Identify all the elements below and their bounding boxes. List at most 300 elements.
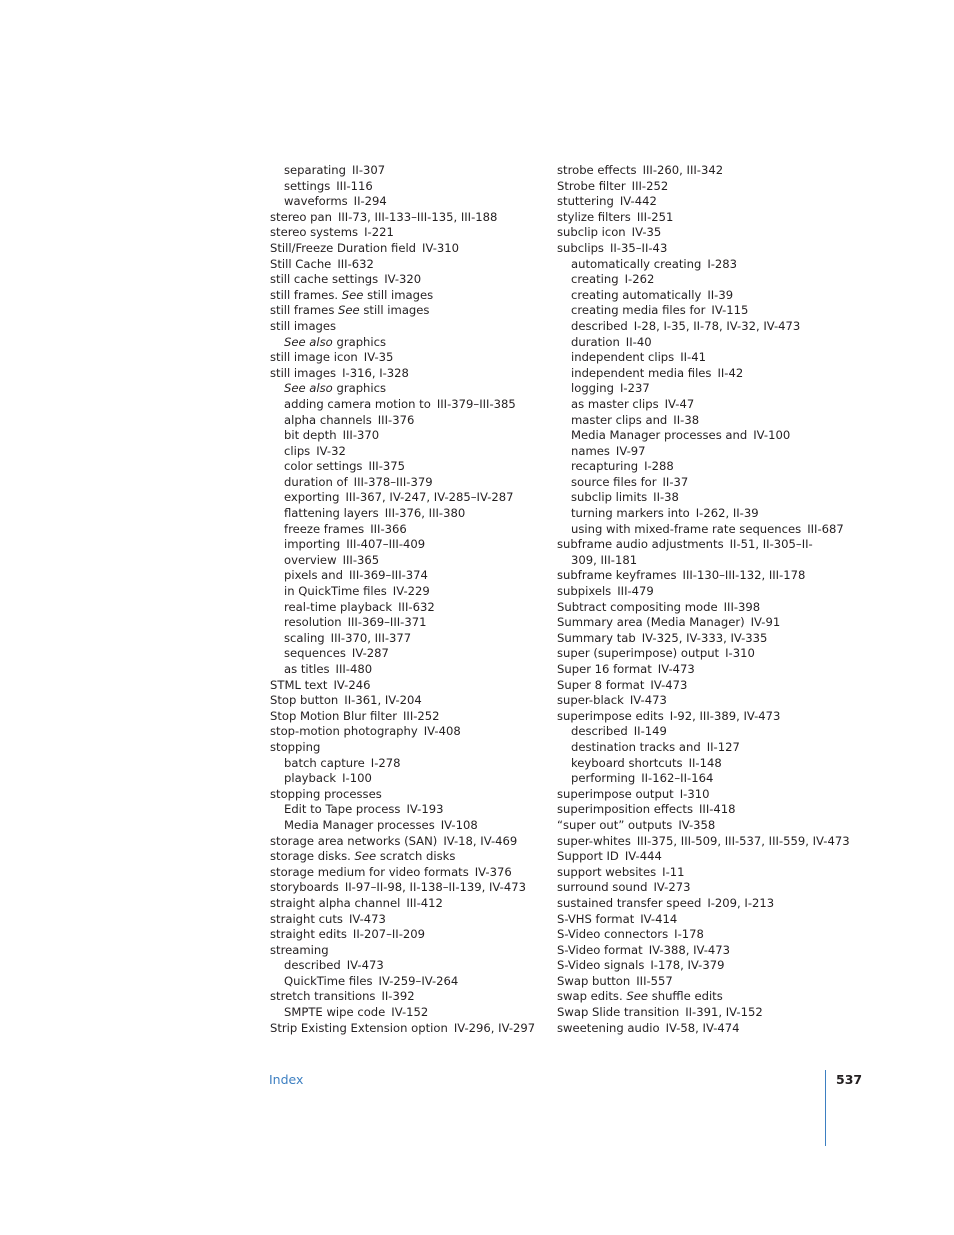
index-term: Media Manager processes <box>284 817 435 832</box>
index-page-refs: II-42 <box>717 365 744 380</box>
index-page-refs: II-361, IV-204 <box>344 693 422 708</box>
index-entry <box>557 740 819 756</box>
index-entry <box>270 989 540 1005</box>
index-page-refs: II-149 <box>633 724 667 739</box>
index-page-refs: IV-273 <box>653 880 691 895</box>
index-entry <box>270 631 540 647</box>
index-term: destination tracks and <box>571 739 701 754</box>
see-reference-target: graphics <box>336 334 387 349</box>
index-term: Swap button <box>557 973 631 988</box>
index-page-refs: II-97–II-98, II-138–II-139, IV-473 <box>344 880 526 895</box>
index-entry <box>270 490 540 506</box>
index-term: strobe effects <box>557 163 637 177</box>
index-entry <box>270 225 540 241</box>
index-page-refs: IV-408 <box>423 724 461 739</box>
index-page-refs: I-11 <box>662 864 685 879</box>
index-term: QuickTime files <box>284 973 373 988</box>
index-term: stereo systems <box>270 225 359 240</box>
index-entry <box>270 319 540 335</box>
footer-section-label: Index <box>269 1072 304 1087</box>
index-term: exporting <box>284 490 340 505</box>
index-term: S-Video format <box>557 942 643 957</box>
index-term: superimposition effects <box>557 802 693 817</box>
index-term: overview <box>284 552 337 567</box>
index-page-refs: III-398 <box>723 599 761 614</box>
index-page-refs: II-148 <box>688 755 722 770</box>
index-term: Swap Slide transition <box>557 1005 680 1020</box>
footer-divider <box>825 1070 826 1146</box>
index-page-refs: IV-58, IV-474 <box>665 1020 740 1035</box>
index-term: super (superimpose) output <box>557 646 720 661</box>
index-entry <box>270 740 540 756</box>
index-entry <box>557 584 819 600</box>
index-entry <box>557 771 819 787</box>
index-entry <box>557 693 819 709</box>
index-entry <box>270 584 540 600</box>
index-entry <box>557 475 819 491</box>
index-term: duration of <box>284 474 348 489</box>
index-page-refs: IV-100 <box>753 428 791 443</box>
index-entry <box>557 257 819 273</box>
index-entry <box>270 241 540 257</box>
page-number: 537 <box>836 1072 863 1087</box>
index-entry <box>270 288 540 304</box>
index-page-refs: III-370 <box>342 428 380 443</box>
index-term: resolution <box>284 615 342 630</box>
index-entry <box>557 163 819 179</box>
index-term: stop-motion photography <box>270 724 418 739</box>
index-entry <box>270 506 540 522</box>
index-entry <box>557 506 819 522</box>
index-page-refs: IV-444 <box>624 849 662 864</box>
index-entry <box>557 381 819 397</box>
index-page-refs: III-379–III-385 <box>436 396 516 411</box>
index-entry <box>270 724 540 740</box>
index-term: Summary tab <box>557 630 636 645</box>
index-page-refs: II-391, IV-152 <box>685 1005 763 1020</box>
index-entry <box>270 335 540 351</box>
index-page-refs: III-412 <box>406 895 443 910</box>
see-reference-label: See also <box>284 334 333 349</box>
index-page-refs: II-294 <box>353 194 387 209</box>
index-entry <box>270 397 540 413</box>
index-term: recapturing <box>571 459 639 474</box>
index-term: Stop button <box>270 693 339 708</box>
index-term: Subtract compositing mode <box>557 599 718 614</box>
index-term: creating <box>571 272 619 287</box>
index-entry <box>270 943 540 959</box>
index-term: batch capture <box>284 755 365 770</box>
index-entry <box>557 709 819 725</box>
index-entry <box>557 537 819 568</box>
index-page-refs: I-278 <box>370 755 401 770</box>
index-entry <box>557 1021 819 1037</box>
index-entry <box>270 459 540 475</box>
index-term: flattening layers <box>284 506 379 521</box>
index-entry <box>557 288 819 304</box>
index-term: Super 8 format <box>557 677 645 692</box>
index-page-refs: III-130–III-132, III-178 <box>682 568 806 583</box>
index-term: straight cuts <box>270 911 343 926</box>
index-entry <box>557 225 819 241</box>
index-term: names <box>571 443 610 458</box>
index-page-refs: IV-97 <box>615 443 646 458</box>
index-term: surround sound <box>557 880 648 895</box>
index-term: stopping processes <box>270 786 382 801</box>
index-entry <box>557 912 819 928</box>
index-entry <box>270 1005 540 1021</box>
index-entry <box>270 927 540 943</box>
index-page-refs: III-116 <box>336 178 373 193</box>
index-entry <box>557 865 819 881</box>
index-term: in QuickTime files <box>284 584 387 599</box>
index-term: alpha channels <box>284 412 372 427</box>
index-entry <box>557 849 819 865</box>
index-entry <box>270 1021 540 1037</box>
see-reference-target: shuffle edits <box>651 989 723 1004</box>
index-term: Super 16 format <box>557 662 652 676</box>
index-page-refs: III-73, III-133–III-135, III-188 <box>337 209 498 224</box>
index-entry <box>557 428 819 444</box>
index-page-refs: II-51, II-305–II-309, III-181 <box>571 537 813 567</box>
index-page-refs: II-40 <box>625 334 652 349</box>
index-entry <box>270 366 540 382</box>
index-entry <box>270 522 540 538</box>
index-page-refs: III-407–III-409 <box>346 537 426 552</box>
see-reference-target: still images <box>363 303 430 318</box>
index-entry <box>270 475 540 491</box>
index-page-refs: IV-115 <box>711 303 749 318</box>
index-term: automatically creating <box>571 256 702 271</box>
index-term: Edit to Tape process <box>284 802 401 817</box>
index-page-refs: III-367, IV-247, IV-285–IV-287 <box>345 490 514 505</box>
index-term: settings <box>284 178 331 193</box>
index-entry <box>270 693 540 709</box>
index-entry <box>557 366 819 382</box>
index-term: stylize filters <box>557 209 631 224</box>
see-reference-label: See <box>354 849 377 864</box>
index-page-refs: I-262 <box>624 272 655 287</box>
index-entry <box>557 958 819 974</box>
index-entry <box>557 303 819 319</box>
index-page-refs: III-375 <box>368 459 406 474</box>
index-term: independent clips <box>571 350 675 365</box>
index-column-left <box>270 163 540 1036</box>
index-entry <box>557 600 819 616</box>
index-term: freeze frames <box>284 521 365 536</box>
index-entry <box>557 927 819 943</box>
index-term: source files for <box>571 474 657 489</box>
index-entry <box>270 303 540 319</box>
index-entry <box>557 1005 819 1021</box>
index-page-refs: I-310 <box>725 646 755 661</box>
index-term: STML text <box>270 677 328 692</box>
index-entry <box>270 194 540 210</box>
index-page-refs: IV-246 <box>333 677 371 692</box>
index-term: straight edits <box>270 927 347 942</box>
index-term: swap edits. <box>557 989 623 1004</box>
index-page-refs: I-178, IV-379 <box>650 958 725 973</box>
index-term: still images <box>270 318 337 333</box>
see-reference-target: graphics <box>336 381 387 396</box>
index-page-refs: I-28, I-35, II-78, IV-32, IV-473 <box>633 318 801 333</box>
index-entry <box>270 834 540 850</box>
index-page-refs: IV-310 <box>422 240 460 255</box>
index-page-refs: II-37 <box>662 474 689 489</box>
index-entry <box>557 615 819 631</box>
index-term: subpixels <box>557 584 612 599</box>
index-page-refs: IV-473 <box>657 662 695 676</box>
index-entry <box>557 335 819 351</box>
see-reference-label: See also <box>284 381 333 396</box>
index-page-refs: I-262, II-39 <box>695 506 759 521</box>
index-page-refs: I-288 <box>644 459 674 474</box>
index-page-refs: IV-388, IV-473 <box>648 942 731 957</box>
index-page-refs: IV-47 <box>664 396 695 411</box>
index-page-refs: III-260, III-342 <box>642 163 724 177</box>
index-entry <box>270 818 540 834</box>
index-term: superimpose output <box>557 786 674 801</box>
index-entry <box>270 553 540 569</box>
index-term: superimpose edits <box>557 708 664 723</box>
index-entry <box>557 459 819 475</box>
index-term: using with mixed-frame rate sequences <box>571 521 802 536</box>
index-term: S-VHS format <box>557 911 635 926</box>
index-term: still frames <box>270 303 335 318</box>
index-term: S-Video connectors <box>557 927 669 942</box>
index-entry <box>557 787 819 803</box>
index-term: still image icon <box>270 350 358 365</box>
index-term: S-Video signals <box>557 958 645 973</box>
index-page-refs: IV-35 <box>363 350 394 365</box>
index-entry <box>557 880 819 896</box>
index-term: Still Cache <box>270 256 332 271</box>
index-term: streaming <box>270 942 329 957</box>
index-entry <box>270 896 540 912</box>
index-term: duration <box>571 334 620 349</box>
index-term: Support ID <box>557 849 619 864</box>
index-entry <box>557 818 819 834</box>
index-term: Summary area (Media Manager) <box>557 615 745 630</box>
index-term: bit depth <box>284 428 337 443</box>
index-term: separating <box>284 163 346 177</box>
index-entry <box>557 272 819 288</box>
index-entry <box>557 210 819 226</box>
index-entry <box>557 974 819 990</box>
index-entry <box>270 257 540 273</box>
index-term: super-black <box>557 693 624 708</box>
index-entry <box>270 802 540 818</box>
index-term: still cache settings <box>270 272 379 287</box>
index-entry <box>557 989 819 1005</box>
index-term: storyboards <box>270 880 339 895</box>
index-entry <box>270 646 540 662</box>
index-page-refs: IV-473 <box>650 677 688 692</box>
index-entry <box>557 179 819 195</box>
index-term: straight alpha channel <box>270 895 401 910</box>
index-term: Media Manager processes and <box>571 428 748 443</box>
index-page-refs: IV-193 <box>406 802 444 817</box>
index-page-refs: IV-473 <box>629 693 667 708</box>
index-page-refs: IV-296, IV-297 <box>453 1020 536 1035</box>
index-page-refs: I-310 <box>679 786 710 801</box>
index-page-refs: II-162–II-164 <box>641 771 714 786</box>
index-page-refs: IV-376 <box>474 864 512 879</box>
index-term: stereo pan <box>270 209 332 224</box>
index-entry <box>270 958 540 974</box>
index-entry <box>270 163 540 179</box>
index-page-refs: II-41 <box>680 350 706 365</box>
index-page-refs: IV-32 <box>316 443 346 458</box>
index-entry <box>557 943 819 959</box>
index-term: still images <box>270 365 337 380</box>
index-page-refs: IV-442 <box>619 194 657 209</box>
index-term: sequences <box>284 646 346 661</box>
index-term: subframe audio adjustments <box>557 537 724 552</box>
index-entry <box>557 631 819 647</box>
index-term: creating media files for <box>571 303 706 318</box>
index-entry <box>270 537 540 553</box>
index-term: importing <box>284 537 341 552</box>
index-page-refs: II-127 <box>706 739 740 754</box>
index-entry <box>557 350 819 366</box>
index-page-refs: IV-91 <box>750 615 781 630</box>
index-page-refs: III-252 <box>631 178 669 193</box>
index-page-refs: III-369–III-374 <box>348 568 428 583</box>
index-term: stopping <box>270 739 321 754</box>
index-page-refs: II-35–II-43 <box>609 240 668 255</box>
index-entry <box>270 912 540 928</box>
index-page-refs: III-557 <box>636 973 673 988</box>
index-entry <box>557 490 819 506</box>
index-term: Strobe filter <box>557 178 626 193</box>
index-term: super-whites <box>557 833 631 848</box>
see-reference-label: See <box>341 287 364 302</box>
index-page-refs: I-283 <box>707 256 738 271</box>
index-entry <box>270 787 540 803</box>
index-term: subframe keyframes <box>557 568 677 583</box>
index-entry <box>557 444 819 460</box>
index-term: as titles <box>284 662 330 676</box>
index-entry <box>557 833 850 850</box>
index-term: described <box>284 958 341 973</box>
index-entry <box>270 756 540 772</box>
index-entry <box>557 397 819 413</box>
see-reference-label: See <box>338 303 360 318</box>
index-page-refs: IV-108 <box>440 817 478 832</box>
index-term: creating automatically <box>571 287 702 302</box>
index-page-refs: IV-414 <box>640 911 678 926</box>
index-entry <box>557 241 819 257</box>
index-entry <box>270 974 540 990</box>
index-entry <box>270 865 540 881</box>
index-page-refs: III-632 <box>337 256 374 271</box>
index-entry <box>270 615 540 631</box>
index-term: keyboard shortcuts <box>571 755 683 770</box>
index-page-refs: III-418 <box>698 802 736 817</box>
index-entry <box>557 413 819 429</box>
index-page-refs: IV-325, IV-333, IV-335 <box>641 630 768 645</box>
see-reference-label: See <box>626 989 648 1004</box>
see-reference-target: still images <box>367 287 434 302</box>
index-entry <box>557 724 819 740</box>
index-term: subclip icon <box>557 225 626 240</box>
index-entry <box>270 444 540 460</box>
index-term: described <box>571 318 628 333</box>
see-reference-target: scratch disks <box>379 849 456 864</box>
index-term: support websites <box>557 864 657 879</box>
index-term: Strip Existing Extension option <box>270 1020 448 1035</box>
index-page-refs: II-38 <box>653 490 679 505</box>
index-page-refs: IV-473 <box>348 911 386 926</box>
index-term: subclip limits <box>571 490 648 505</box>
index-page-refs: II-307 <box>351 163 386 177</box>
index-entry <box>270 568 540 584</box>
index-page-refs: I-100 <box>342 771 372 786</box>
index-entry <box>270 709 540 725</box>
index-term: subclips <box>557 240 604 255</box>
index-term: real-time playback <box>284 599 393 614</box>
index-entry <box>557 678 819 694</box>
index-page-refs: I-221 <box>364 225 394 240</box>
index-page-refs: II-207–II-209 <box>352 927 426 942</box>
index-entry <box>270 413 540 429</box>
index-page-refs: IV-35 <box>631 225 662 240</box>
index-page-refs: IV-229 <box>392 584 430 599</box>
index-term: described <box>571 724 628 739</box>
index-column-right <box>557 163 850 1036</box>
index-page-refs: III-370, III-377 <box>330 630 412 645</box>
index-entry <box>270 350 540 366</box>
index-page-refs: II-39 <box>707 287 734 302</box>
index-entry <box>270 662 540 678</box>
index-entry <box>557 802 819 818</box>
index-page-refs: II-392 <box>381 989 415 1004</box>
index-term: pixels and <box>284 568 343 583</box>
index-entry <box>270 210 540 226</box>
index-term: scaling <box>284 630 325 645</box>
index-entry <box>557 756 819 772</box>
index-entry <box>270 381 540 397</box>
index-page-refs: III-687 <box>807 521 844 536</box>
index-entry <box>270 428 540 444</box>
index-term: stretch transitions <box>270 989 376 1004</box>
index-term: Stop Motion Blur filter <box>270 708 397 723</box>
index-term: storage medium for video formats <box>270 864 469 879</box>
index-page-refs: III-366 <box>370 521 407 536</box>
index-term: playback <box>284 771 337 786</box>
index-entry <box>557 646 819 662</box>
index-entry <box>270 678 540 694</box>
index-entry <box>270 880 540 896</box>
index-term: “super out” outputs <box>557 817 673 832</box>
index-term: color settings <box>284 459 363 474</box>
index-page-refs: IV-287 <box>351 646 389 661</box>
index-term: storage area networks (SAN) <box>270 833 438 848</box>
index-page-refs: III-369–III-371 <box>347 615 427 630</box>
index-page-refs: III-480 <box>335 662 373 676</box>
index-page-refs: III-378–III-379 <box>353 474 433 489</box>
index-term: clips <box>284 443 311 458</box>
index-entry <box>557 568 819 584</box>
index-entry <box>557 521 844 538</box>
index-entry <box>557 896 819 912</box>
index-entry <box>270 849 540 865</box>
index-term: still frames. <box>270 287 339 302</box>
index-entry <box>270 179 540 195</box>
index-page-refs: III-376, III-380 <box>384 506 466 521</box>
index-page-refs: IV-358 <box>678 817 716 832</box>
